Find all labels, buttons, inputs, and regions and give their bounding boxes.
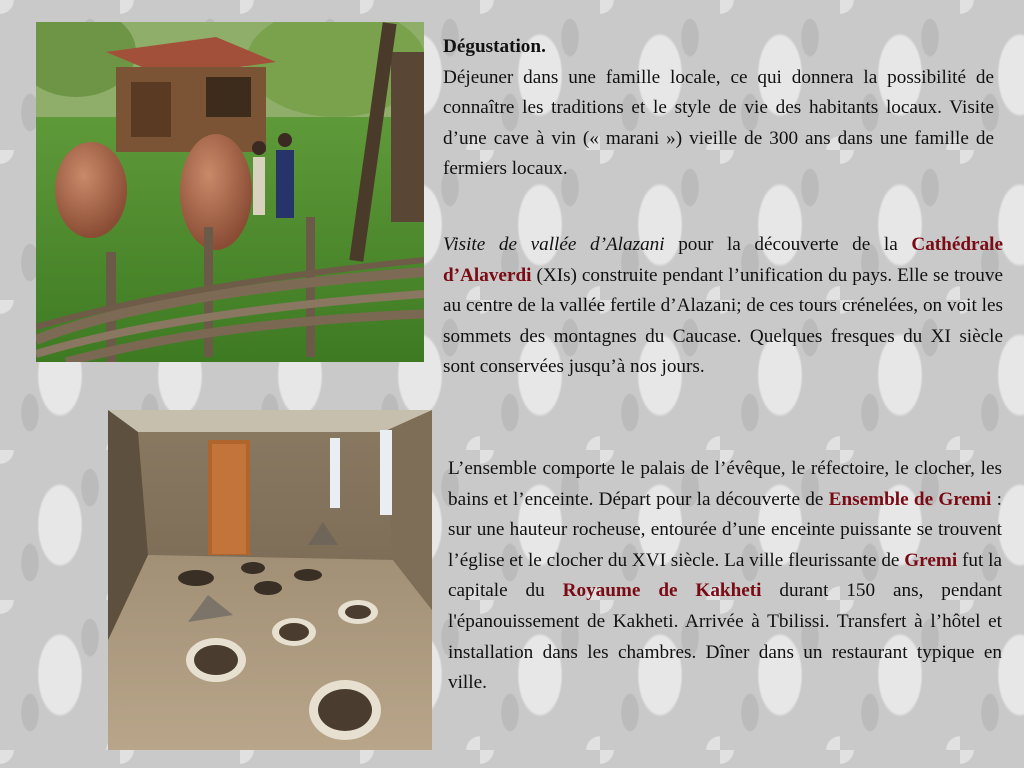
degustation-body: Déjeuner dans une famille locale, ce qui donnera la possibilité de connaître les traditions et le style de vie des habitants locaux. Visite d’une cave à vin (« marani ») vieille de 300 ans dans une famille de fermiers locaux. [443,66,994,180]
degustation-paragraph [443,32,994,185]
gremi-text-d: durant 150 ans, pendant l'épanouissement de Kakheti. Arrivée à Tbilissi. Transfert à l’hôtel et installation dans les chambres. Dîner dans un restaurant typique en ville. [448,580,1002,694]
gremi-ensemble-highlight: Ensemble de Gremi [828,488,992,510]
alazani-paragraph [443,230,1003,383]
alaverdi-cathedral-highlight: Cathédrale d’Alaverdi [443,234,1003,286]
alazani-text-a: pour la découverte de la [664,234,912,255]
village-qvevri-photo [36,22,424,362]
gremi-paragraph [448,454,1002,699]
alazani-text-b: (XIs) construite pendant l’unification du pays. Elle se trouve au centre de la vallée fertile d’Alazani; de ces tours crénelées, on voit les sommets des montagnes du Caucase. Quelques fresques du XI siècle sont conservées jusqu’à nos jours. [443,264,1003,378]
gremi-text-a: L’ensemble comporte le palais de l’évêque, le réfectoire, le clocher, les bains et l’enceinte. Départ pour la découverte de [448,458,1002,510]
gremi-city-highlight: Gremi [904,549,958,571]
kakheti-kingdom-highlight: Royaume de Kakheti [562,580,762,602]
wine-cellar-photo [108,410,432,750]
degustation-title: Dégustation. [443,36,546,57]
gremi-text-b: : sur une hauteur rocheuse, entourée d’une enceinte puissante se trouvent l’église et le clocher du XVI siècle. La ville fleurissante de [448,488,1002,571]
alazani-italic-lead: Visite de vallée d’Alazani [443,234,665,255]
gremi-text-c: fut la capitale du [448,549,1002,602]
